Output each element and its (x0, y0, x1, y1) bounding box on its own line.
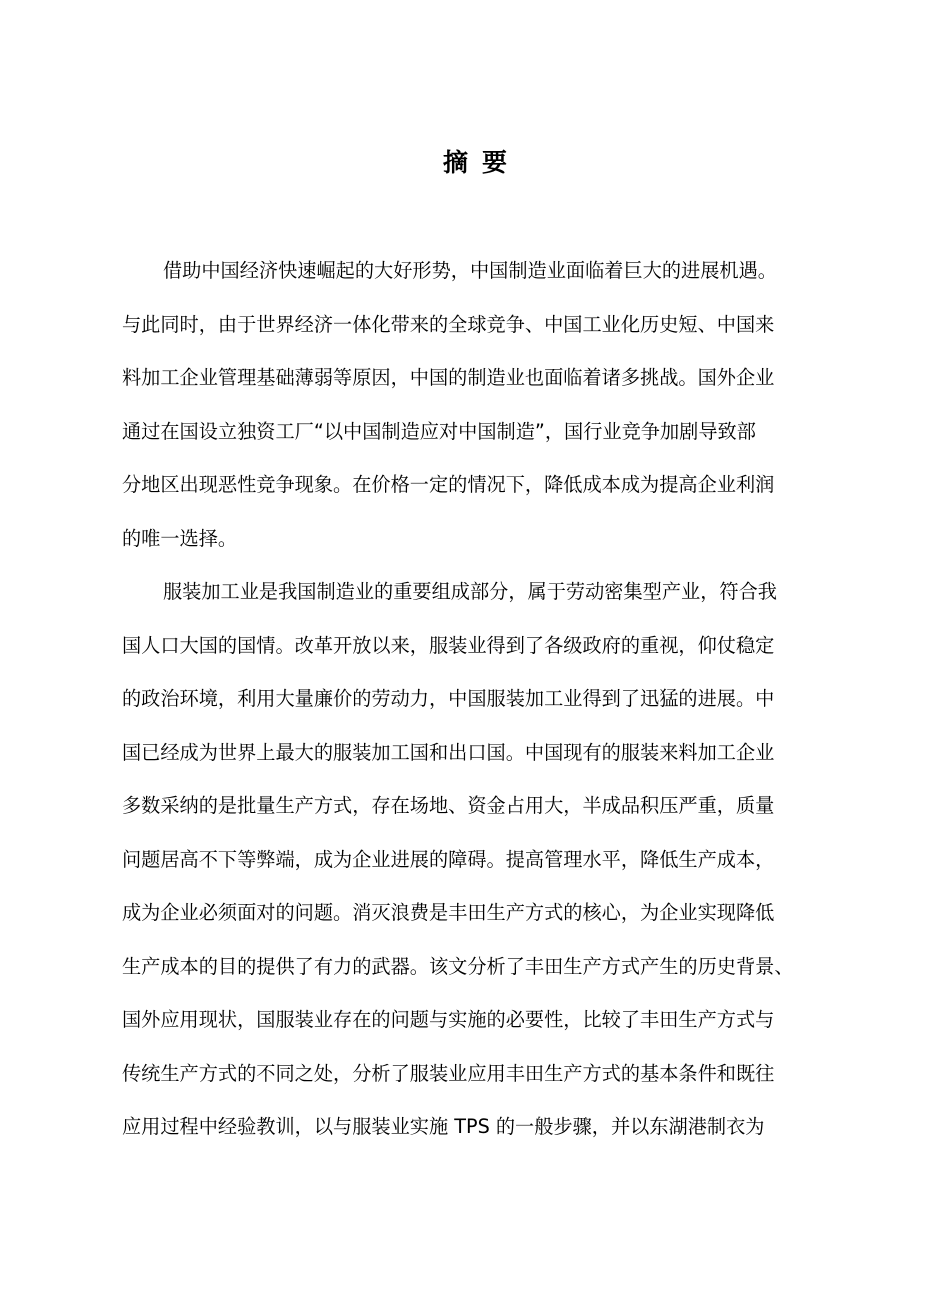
text-line: 生产成本的目的提供了有力的武器。该文分析了丰田生产方式产生的历史背景、 (122, 954, 794, 978)
abstract-body (122, 244, 830, 1154)
text-line: 国已经成为世界上最大的服装加工国和出口国。中国现有的服装来料加工企业 (122, 740, 775, 764)
text-line: 传统生产方式的不同之处，分析了服装业应用丰田生产方式的基本条件和既往 (122, 1061, 775, 1085)
text-line: 问题居高不下等弊端，成为企业进展的障碍。提高管理水平，降低生产成本， (122, 847, 775, 871)
text-line: 分地区出现恶性竞争现象。在价格一定的情况下，降低成本成为提高企业利润 (122, 473, 775, 496)
text-line: 的政治环境，利用大量廉价的劳动力，中国服装加工业得到了迅猛的进展。中 (122, 687, 775, 710)
text-line: 通过在国设立独资工厂“以中国制造应对中国制造”，国行业竞争加剧导致部 (122, 419, 756, 443)
text-line: 成为企业必须面对的问题。消灭浪费是丰田生产方式的核心，为企业实现降低 (122, 901, 775, 924)
text-line: 国人口大国的国情。改革开放以来，服装业得到了各级政府的重视，仰仗稳定 (122, 633, 775, 657)
text-line: 服装加工业是我国制造业的重要组成部分，属于劳动密集型产业，符合我 (163, 580, 777, 603)
page-title: 摘要 (442, 148, 521, 177)
text-line: 与此同时，由于世界经济一体化带来的全球竞争、中国工业化历史短、中国来 (122, 312, 775, 336)
text-line: 料加工企业管理基础薄弱等原因，中国的制造业也面临着诸多挑战。国外企业 (122, 366, 775, 389)
paragraph (122, 565, 830, 1154)
text-line: 国外应用现状，国服装业存在的问题与实施的必要性，比较了丰田生产方式与 (122, 1008, 775, 1031)
paragraph (122, 244, 830, 565)
text-line: 的唯一选择。 (122, 526, 238, 550)
text-line: 应用过程中经验教训，以与服装业实施 TPS 的一般步骤，并以东湖港制衣为 (122, 1115, 765, 1138)
text-line: 多数采纳的是批量生产方式，存在场地、资金占用大，半成品积压严重，质量 (122, 794, 775, 817)
text-line: 借助中国经济快速崛起的大好形势，中国制造业面临着巨大的进展机遇。 (163, 259, 777, 282)
